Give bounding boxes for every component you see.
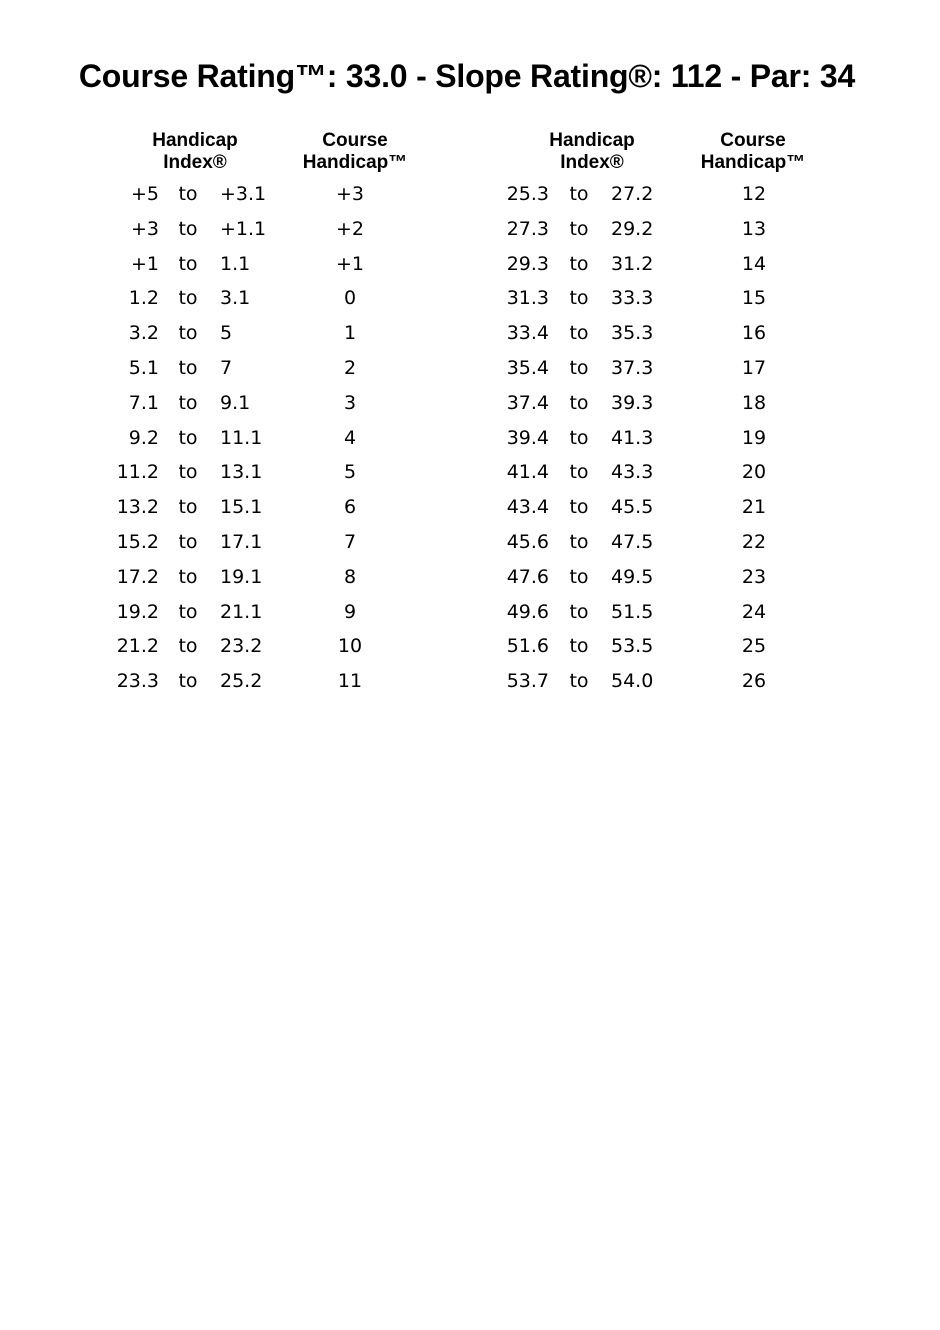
range-separator: to	[178, 670, 198, 693]
range-separator: to	[178, 287, 198, 310]
range-separator: to	[178, 600, 198, 623]
index-high: 1.1	[220, 252, 251, 275]
index-high: 35.3	[611, 322, 654, 345]
header-line: Course	[720, 130, 786, 151]
index-high: 27.2	[611, 183, 654, 205]
course-handicap: 5	[343, 461, 357, 484]
index-high: 29.2	[611, 217, 654, 240]
course-handicap: 18	[741, 391, 767, 414]
index-high: 21.1	[220, 600, 263, 623]
table-row	[0, 628, 940, 663]
index-low: 29.3	[506, 252, 549, 275]
index-high: 49.5	[611, 565, 654, 588]
index-low: 39.4	[506, 426, 549, 449]
table-row	[0, 594, 940, 629]
index-low: 3.2	[128, 322, 159, 345]
index-low: 27.3	[506, 217, 549, 240]
course-handicap: +3	[335, 183, 364, 205]
index-high: 13.1	[220, 461, 263, 484]
course-handicap: 4	[343, 426, 357, 449]
range-separator: to	[569, 217, 589, 240]
index-high: 23.2	[220, 635, 263, 658]
header-line: Handicap™	[700, 152, 806, 173]
range-separator: to	[178, 217, 198, 240]
course-handicap: 11	[337, 670, 363, 693]
page-title: Course Rating™: 33.0 - Slope Rating®: 112 - Par: 34	[78, 58, 856, 94]
range-separator: to	[178, 530, 198, 553]
course-handicap: 3	[343, 391, 357, 414]
index-low: 47.6	[506, 565, 549, 588]
left-course-header	[300, 130, 410, 174]
range-separator: to	[569, 635, 589, 658]
index-high: 43.3	[611, 461, 654, 484]
index-high: 33.3	[611, 287, 654, 310]
right-course-header	[698, 130, 808, 174]
index-high: 31.2	[611, 252, 654, 275]
range-separator: to	[569, 426, 589, 449]
course-handicap: 1	[343, 322, 357, 345]
handicap-table	[0, 176, 940, 698]
table-row	[0, 176, 940, 211]
range-separator: to	[178, 391, 198, 414]
course-handicap: 25	[741, 635, 767, 658]
course-handicap: 10	[337, 635, 363, 658]
index-high: 39.3	[611, 391, 654, 414]
range-separator: to	[178, 426, 198, 449]
left-index-header	[145, 130, 245, 174]
range-separator: to	[569, 287, 589, 310]
index-low: 33.4	[506, 322, 549, 345]
course-handicap: 8	[343, 565, 357, 588]
index-low: +3	[130, 217, 159, 240]
course-handicap: 2	[343, 356, 357, 379]
header-line: Handicap	[549, 130, 635, 151]
index-high: 3.1	[220, 287, 251, 310]
table-row	[0, 420, 940, 455]
index-high: 41.3	[611, 426, 654, 449]
range-separator: to	[178, 496, 198, 519]
index-low: 11.2	[116, 461, 159, 484]
range-separator: to	[178, 565, 198, 588]
index-low: 45.6	[506, 530, 549, 553]
table-row	[0, 315, 940, 350]
index-low: 43.4	[506, 496, 549, 519]
table-row	[0, 350, 940, 385]
range-separator: to	[569, 183, 589, 205]
range-separator: to	[569, 391, 589, 414]
index-low: 9.2	[128, 426, 159, 449]
index-low: 53.7	[506, 670, 549, 693]
course-handicap: 14	[741, 252, 767, 275]
index-low: 15.2	[116, 530, 159, 553]
table-row	[0, 524, 940, 559]
range-separator: to	[178, 356, 198, 379]
range-separator: to	[569, 322, 589, 345]
range-separator: to	[178, 183, 198, 205]
table-row	[0, 280, 940, 315]
index-low: 23.3	[116, 670, 159, 693]
range-separator: to	[569, 530, 589, 553]
index-high: 15.1	[220, 496, 263, 519]
header-line: Handicap™	[302, 152, 408, 173]
course-handicap: 24	[741, 600, 767, 623]
range-separator: to	[569, 565, 589, 588]
range-separator: to	[569, 600, 589, 623]
range-separator: to	[178, 635, 198, 658]
index-high: 9.1	[220, 391, 251, 414]
index-high: 19.1	[220, 565, 263, 588]
course-handicap: 16	[741, 322, 767, 345]
index-low: 7.1	[128, 391, 159, 414]
header-line: Handicap	[152, 130, 238, 151]
index-high: 11.1	[220, 426, 263, 449]
index-high: +3.1	[220, 183, 267, 205]
index-high: 45.5	[611, 496, 654, 519]
index-low: 21.2	[116, 635, 159, 658]
index-high: 7	[220, 356, 233, 379]
range-separator: to	[569, 252, 589, 275]
index-high: 17.1	[220, 530, 263, 553]
course-handicap: 7	[343, 530, 357, 553]
table-row	[0, 489, 940, 524]
index-high: 47.5	[611, 530, 654, 553]
index-low: 51.6	[506, 635, 549, 658]
course-handicap: 9	[343, 600, 357, 623]
course-handicap: 13	[741, 217, 767, 240]
course-handicap: 26	[741, 670, 767, 693]
course-handicap: 17	[741, 356, 767, 379]
index-low: 41.4	[506, 461, 549, 484]
index-low: 17.2	[116, 565, 159, 588]
range-separator: to	[178, 461, 198, 484]
index-low: 49.6	[506, 600, 549, 623]
index-low: 19.2	[116, 600, 159, 623]
index-high: 25.2	[220, 670, 263, 693]
course-handicap: 23	[741, 565, 767, 588]
range-separator: to	[569, 496, 589, 519]
range-separator: to	[178, 252, 198, 275]
course-handicap: 6	[343, 496, 357, 519]
course-handicap: 19	[741, 426, 767, 449]
index-high: 53.5	[611, 635, 654, 658]
table-row	[0, 559, 940, 594]
index-low: 31.3	[506, 287, 549, 310]
index-high: 51.5	[611, 600, 654, 623]
course-handicap: +2	[335, 217, 364, 240]
index-low: +1	[130, 252, 159, 275]
table-row	[0, 385, 940, 420]
range-separator: to	[569, 670, 589, 693]
range-separator: to	[569, 461, 589, 484]
range-separator: to	[569, 356, 589, 379]
index-high: 5	[220, 322, 233, 345]
index-high: +1.1	[220, 217, 267, 240]
header-line: Course	[322, 130, 388, 151]
index-low: 1.2	[128, 287, 159, 310]
index-low: 25.3	[506, 183, 549, 205]
course-handicap: 22	[741, 530, 767, 553]
range-separator: to	[178, 322, 198, 345]
right-index-header	[542, 130, 642, 174]
course-handicap: 21	[741, 496, 767, 519]
course-handicap: 15	[741, 287, 767, 310]
table-row	[0, 454, 940, 489]
table-row	[0, 211, 940, 246]
table-row	[0, 663, 940, 698]
table-row	[0, 246, 940, 281]
index-low: +5	[130, 183, 159, 205]
index-low: 5.1	[128, 356, 159, 379]
course-handicap: 0	[343, 287, 357, 310]
index-high: 37.3	[611, 356, 654, 379]
course-handicap: 12	[741, 183, 767, 205]
course-handicap: 20	[741, 461, 767, 484]
index-high: 54.0	[611, 670, 654, 693]
index-low: 13.2	[116, 496, 159, 519]
index-low: 37.4	[506, 391, 549, 414]
header-line: Index®	[163, 152, 227, 173]
course-handicap: +1	[335, 252, 364, 275]
index-low: 35.4	[506, 356, 549, 379]
header-line: Index®	[560, 152, 624, 173]
